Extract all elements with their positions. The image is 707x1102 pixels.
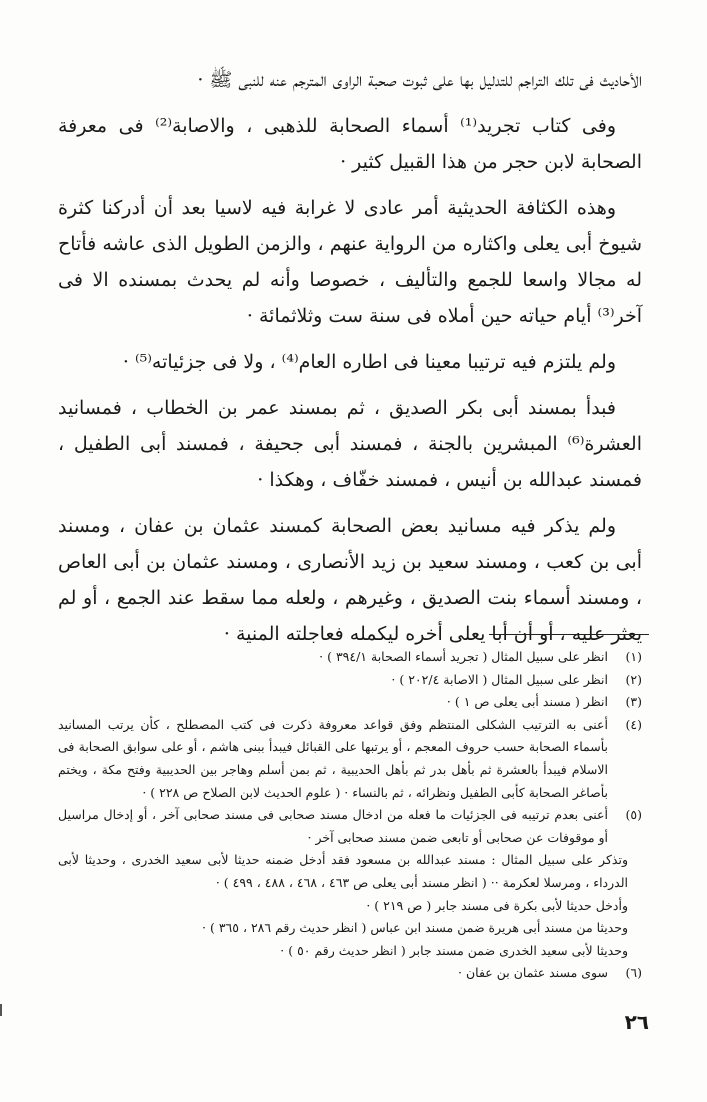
footnote-text: أعنى به الترتيب الشكلى المنتظم وفق قواعد معروفة ذكرت فى كتب المصطلح ، كأن يرتب المسانيد بأسماء الصحابة حسب حروف المعجم ، أو يرتبها على القبائل فيبدأ ببنى هاشم ، أو على سوابق الصحابة فى الاسلام فيبدأ بالعشرة ثم بأهل بدر ثم بأهل الحديبية ، ثم بمن أسلم وهاجر بين الحديبية وفتح مكة ، ويختم بأصاغر الصحابة كأبى الطفيل ونظرائه ، ثم بالنساء · ( علوم الحديث لابن الصلاح ص ٢٢٨ ) · xyxy=(58,716,608,800)
footnote xyxy=(58,714,642,804)
paragraph-3: وهذه الكثافة الحديثية أمر عادى لا غرابة فيه لاسيا بعد أن أدركنا كثرة شيوخ أبى يعلى واكثاره من الرواية عنهم ، والزمن الطويل الذى عاشه فأتاح له مجالا واسعا للجمع والتأليف ، خصوصا وأنه لم يحدث بمسنده الا فى آخر⁽³⁾ أيام حياته حين أملاه فى سنة ست وثلاثمائة · xyxy=(58,197,642,327)
footnote xyxy=(58,669,642,692)
paragraph-6: ولم يذكر فيه مسانيد بعض الصحابة كمسند عثمان بن عفان ، ومسند أبى بن كعب ، ومسند سعيد بن زيد الأنصارى ، ومسند عثمان بن أبى العاص ، ومسند أسماء بنت الصديق ، وغيرهم ، ولعله مما سقط عند الجمع ، أو لم يعثر عليه ، أو أن أبا يعلى أخره ليكمله فعاجلته المنية · xyxy=(58,515,642,645)
footnote xyxy=(58,962,642,985)
footnote-text: انظر على سبيل المثال ( تجريد أسماء الصحابة ٣٩٤/١ ) · xyxy=(319,649,608,664)
page-edge-mark xyxy=(0,1004,2,1016)
footnote-text: سوى مسند عثمان بن عفان · xyxy=(458,965,608,981)
footnote-number: (٥) xyxy=(625,807,642,823)
footnote-number: (٢) xyxy=(625,671,642,687)
footnote xyxy=(58,691,642,714)
footnote-divider xyxy=(489,634,649,635)
footnote-number: (٦) xyxy=(625,965,642,981)
footnote xyxy=(58,804,642,849)
paragraph-5: فبدأ بمسند أبى بكر الصديق ، ثم بمسند عمر بن الخطاب ، فمسانيد العشرة⁽⁶⁾ المبشرين بالجنة ، فمسند أبى جحيفة ، فمسند أبى الطفيل ، فمسند عبدالله بن أنيس ، فمسند خفّاف ، وهكذا · xyxy=(58,397,642,491)
main-text xyxy=(58,62,642,662)
footnote-continuation: وأدخل حديثا لأبى بكرة فى مسند جابر ( ص ٢١٩ ) · xyxy=(366,897,628,913)
paragraph-1: الأحاديث فى تلك التراجم للتدليل بها على ثبوت صحبة الراوى المترجم عنه للنبى ﷺ · xyxy=(197,69,642,91)
footnote-continuation: وتذكر على سبيل المثال : مسند عبدالله بن مسعود فقد أدخل ضمنه حديثا لأبى سعيد الخدرى ، وحديثا لأبى الدرداء ، ومرسلا لعكرمة ·· ( انظر مسند أبى يعلى ص ٤٦٣ ، ٤٦٨ ، ٤٨٨ ، ٤٩٩ ) · xyxy=(58,852,628,890)
page-number: ٢٦ xyxy=(624,1010,649,1034)
footnote-number: (٤) xyxy=(625,716,642,732)
paragraph-4: ولم يلتزم فيه ترتيبا معينا فى اطاره العام⁽⁴⁾ ، ولا فى جزئياته⁽⁵⁾ · xyxy=(122,351,616,373)
footnote-number: (٣) xyxy=(625,694,642,710)
footnote xyxy=(58,646,642,669)
footnote-text: أعنى بعدم ترتيبه فى الجزئيات ما فعله من ادخال مسند صحابى فى مسند صحابى آخر ، أو إدخال مراسيل أو موقوفات عن صحابى أو تابعى ضمن مسند صحابى آخر · xyxy=(58,807,608,845)
footnote-text: انظر على سبيل المثال ( الاصابة ٢٠٢/٤ ) · xyxy=(391,671,608,687)
paragraph-2: وفى كتاب تجريد⁽¹⁾ أسماء الصحابة للذهبى ، والاصابة⁽²⁾ فى معرفة الصحابة لابن حجر من هذا القبيل كثير · xyxy=(58,115,642,173)
footnote-text: انظر ( مسند أبى يعلى ص ١ ) · xyxy=(446,694,608,710)
footnote-continuation: وحديثا من مسند أبى هريرة ضمن مسند ابن عباس ( انظر حديث رقم ٢٨٦ ، ٣٦٥ ) · xyxy=(202,920,628,936)
footnote-continuation: وحديثا لأبى سعيد الخدرى ضمن مسند جابر ( انظر حديث رقم ٥٠ ) · xyxy=(280,942,628,958)
footnote-number: (١) xyxy=(625,649,642,664)
footnotes xyxy=(58,646,642,985)
